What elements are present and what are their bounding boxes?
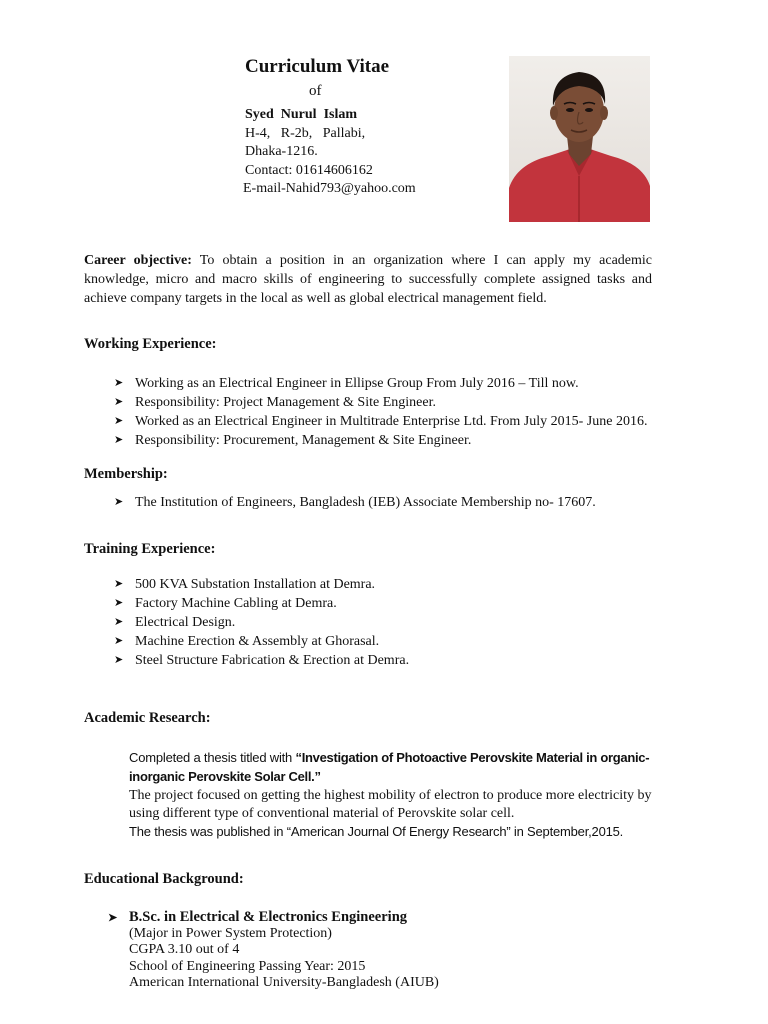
academic-research-heading: Academic Research:: [84, 710, 211, 726]
working-experience-list: [114, 374, 647, 450]
arrowhead-bullet-icon: ➤: [114, 616, 124, 628]
arrowhead-bullet-icon: ➤: [114, 654, 124, 666]
list-item-text: Worked as an Electrical Engineer in Multitrade Enterprise Ltd. From July 2015- June 2016.: [135, 414, 648, 429]
career-objective: [84, 251, 652, 308]
list-item: [114, 613, 409, 632]
email-address: E-mail-Nahid793@yahoo.com: [243, 181, 416, 196]
thesis-description: The project focused on getting the highest mobility of electron to produce more electricity by using different type of conventional material of Perovskite solar cell.: [129, 788, 652, 821]
list-item: [114, 412, 647, 431]
degree-university: American International University-Bangladesh (AIUB): [129, 975, 439, 990]
degree-passing-year: School of Engineering Passing Year: 2015: [129, 958, 366, 974]
working-experience-heading: Working Experience:: [84, 336, 217, 352]
arrowhead-bullet-icon: ➤: [114, 635, 124, 647]
career-objective-text: To obtain a position in an organization where I can apply my academic knowledge, micro and macro skills of engineering to successfully complete assigned tasks and achieve company targets in the local as well as global electrical management field.: [84, 253, 653, 306]
training-experience-list: [114, 575, 409, 670]
list-item: [114, 493, 596, 512]
degree-text: B.Sc. in Electrical & Electronics Engineering: [129, 909, 408, 925]
list-item-text: Machine Erection & Assembly at Ghorasal.: [135, 634, 380, 649]
title-of: of: [309, 83, 322, 99]
list-item-text: Working as an Electrical Engineer in Ellipse Group From July 2016 – Till now.: [135, 376, 579, 391]
membership-heading: Membership:: [84, 466, 168, 482]
contact-number: Contact: 01614606162: [245, 162, 373, 178]
degree-cgpa: CGPA 3.10 out of 4: [129, 942, 240, 957]
thesis-title: “Investigation of Photoactive Perovskite Material in organic-inorganic Perovskite Solar Cell.”: [129, 750, 650, 784]
degree-title: [110, 909, 439, 926]
arrowhead-bullet-icon: ➤: [114, 377, 124, 389]
list-item-text: Responsibility: Procurement, Management & Site Engineer.: [135, 433, 472, 448]
academic-research-body: [129, 749, 669, 841]
list-item: [114, 393, 647, 412]
list-item-text: Steel Structure Fabrication & Erection at Demra.: [135, 653, 410, 668]
arrowhead-bullet-icon: ➤: [114, 396, 124, 408]
list-item: [114, 575, 409, 594]
membership-list: [114, 493, 596, 512]
list-item-text: Electrical Design.: [135, 615, 236, 630]
candidate-name: Syed Nurul Islam: [245, 107, 358, 122]
list-item: [114, 431, 647, 450]
thesis-intro: Completed a thesis titled with: [129, 750, 296, 765]
list-item: [114, 651, 409, 670]
thesis-publication: The thesis was published in “American Journal Of Energy Research” in September,2015.: [129, 824, 624, 839]
list-item: [114, 594, 409, 613]
list-item: [114, 374, 647, 393]
arrowhead-bullet-icon: ➤: [114, 496, 124, 508]
list-item: [114, 632, 409, 651]
arrowhead-bullet-icon: ➤: [114, 415, 124, 427]
educational-background-heading: Educational Background:: [84, 871, 244, 887]
thesis-statement: [129, 749, 669, 787]
list-item-text: The Institution of Engineers, Bangladesh (IEB) Associate Membership no- 17607.: [135, 495, 596, 510]
contact-block: [245, 106, 416, 199]
training-experience-heading: Training Experience:: [84, 541, 216, 557]
arrowhead-bullet-icon: ➤: [108, 912, 118, 924]
profile-photo: [509, 56, 650, 222]
career-objective-label: Career objective:: [84, 253, 192, 268]
address-line-1: H-4, R-2b, Pallabi,: [245, 125, 366, 141]
document-title: Curriculum Vitae: [245, 56, 390, 77]
education-entry: [110, 909, 439, 992]
list-item-text: 500 KVA Substation Installation at Demra.: [135, 577, 376, 592]
arrowhead-bullet-icon: ➤: [114, 597, 124, 609]
arrowhead-bullet-icon: ➤: [114, 434, 124, 446]
address-line-2: Dhaka-1216.: [245, 144, 318, 159]
list-item-text: Factory Machine Cabling at Demra.: [135, 596, 337, 611]
arrowhead-bullet-icon: ➤: [114, 578, 124, 590]
degree-major: (Major in Power System Protection): [129, 925, 332, 941]
list-item-text: Responsibility: Project Management & Site Engineer.: [135, 395, 436, 410]
